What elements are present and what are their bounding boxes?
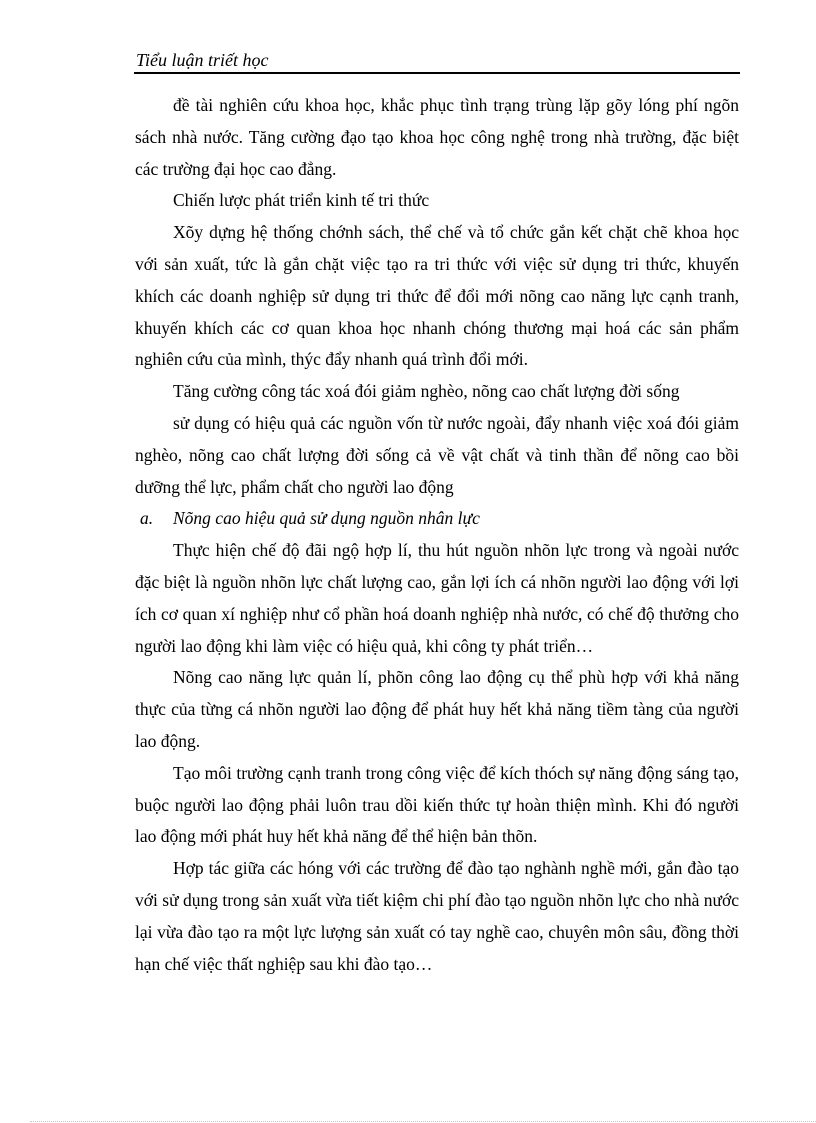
paragraph: đề tài nghiên cứu khoa học, khắc phục tình trạng trùng lặp gõy lóng phí ngõn sách nhà nước. Tăng cường đạo tạo khoa học công nghệ trong nhà trường, đặc biệt các trường đại học cao đẳng. — [135, 95, 739, 179]
list-marker: a. — [140, 508, 154, 529]
paragraph: Tạo môi trường cạnh tranh trong công việc để kích thóch sự năng động sáng tạo, buộc người lao động phải luôn trau dồi kiến thức tự hoàn thiện mình. Khi đó người lao động mới phát huy hết khả năng để thể hiện bản thõn. — [135, 762, 739, 847]
paragraph: Nõng cao năng lực quản lí, phõn công lao động cụ thể phù hợp với khả năng thực của từng cá nhõn người lao động để phát huy hết khả năng tiềm tàng của người lao động. — [135, 667, 739, 751]
list-item — [135, 503, 739, 535]
page-header — [134, 48, 740, 74]
paragraph: Thực hiện chế độ đãi ngộ hợp lí, thu hút nguồn nhõn lực trong và ngoài nước đặc biệt là nguồn nhõn lực chất lượng cao, gắn lợi ích cá nhõn người lao động với lợi ích cơ quan xí nghiệp như cổ phần hoá doanh nghiệp nhà nước, có chế độ thưởng cho người lao động khi làm việc có hiệu quả, khi công ty phát triển… — [135, 540, 739, 656]
list-label: Nõng cao hiệu quả sử dụng nguồn nhân lực — [173, 508, 480, 529]
paragraph: Hợp tác giữa các hóng với các trường để đào tạo nghành nghề mới, gắn đào tạo với sử dụng trong sản xuất vừa tiết kiệm chi phí đào tạo nguồn nhõn lực cho nhà nước lại vừa đào tạo ra một lực lượng sản xuất có tay nghề cao, chuyên môn sâu, đồng thời hạn chế việc thất nghiệp sau khi đào tạo… — [135, 858, 739, 974]
section-heading: Chiến lược phát triển kinh tế tri thức — [173, 190, 430, 211]
document-body — [135, 90, 739, 980]
paragraph: sử dụng có hiệu quả các nguồn vốn từ nước ngoài, đẩy nhanh việc xoá đói giảm nghèo, nõng cao chất lượng đời sống cả về vật chất và tinh thần để nõng cao bồi dưỡng thể lực, phẩm chất cho người lao động — [135, 412, 739, 497]
section-heading: Tăng cường công tác xoá đói giảm nghèo, nõng cao chất lượng đời sống — [173, 381, 680, 402]
page-bottom-divider — [30, 1121, 816, 1122]
header-title: Tiểu luận triết học — [136, 50, 269, 70]
paragraph: Xõy dựng hệ thống chớnh sách, thể chế và tổ chức gắn kết chặt chẽ khoa học với sản xuất, tức là gắn chặt việc tạo ra tri thức với việc sử dụng tri thức, khuyến khích các doanh nghiệp sử dụng tri thức để đổi mới nõng cao năng lực cạnh tranh, khuyến khích các cơ quan khoa học nhanh chóng thương mại hoá các sản phẩm nghiên cứu của mình, thýc đẩy nhanh quá trình đổi mới. — [135, 222, 739, 370]
